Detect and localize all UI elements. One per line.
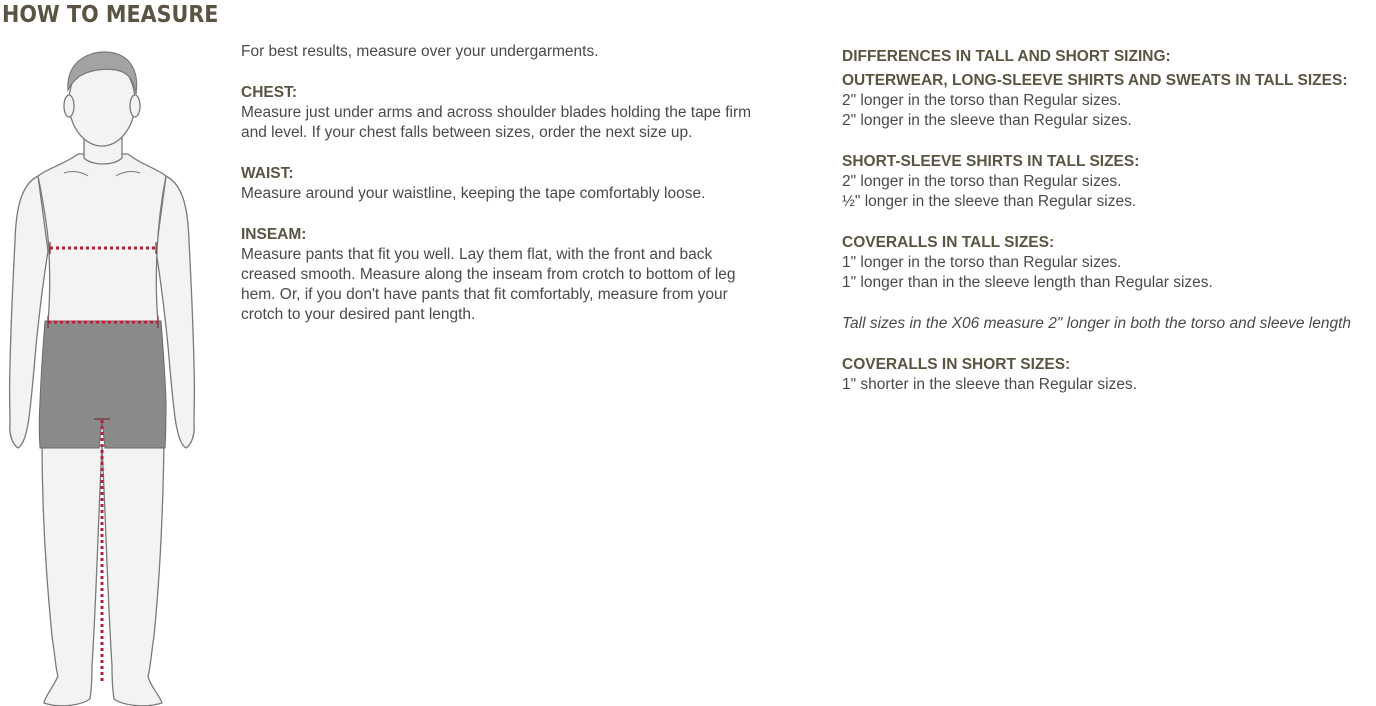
tall-coveralls-heading: COVERALLS IN TALL SIZES: bbox=[842, 234, 1055, 251]
waist-heading: WAIST: bbox=[241, 165, 294, 182]
short-coveralls-section bbox=[842, 355, 1376, 395]
chest-section bbox=[241, 83, 801, 143]
tall-x06-note: Tall sizes in the X06 measure 2" longer in both the torso and sleeve length bbox=[842, 315, 1351, 332]
page-title: HOW TO MEASURE bbox=[2, 2, 219, 28]
sizing-differences bbox=[842, 47, 1376, 416]
tall-outerwear-text: 2" longer in the sleeve than Regular sizes. bbox=[842, 112, 1132, 129]
chest-text: Measure just under arms and across shoulder blades holding the tape firm bbox=[241, 104, 752, 121]
tall-short-sleeve-heading: SHORT-SLEEVE SHIRTS IN TALL SIZES: bbox=[842, 153, 1140, 170]
tall-outerwear-text: 2" longer in the torso than Regular sizes. bbox=[842, 92, 1122, 109]
body-measurement-figure bbox=[0, 46, 210, 706]
how-to-measure-instructions bbox=[241, 42, 801, 346]
short-coveralls-text: 1" shorter in the sleeve than Regular sizes. bbox=[842, 376, 1137, 393]
tall-coveralls-text: 1" longer in the torso than Regular sizes. bbox=[842, 254, 1122, 271]
tall-coveralls-text: 1" longer than in the sleeve length than Regular sizes. bbox=[842, 274, 1213, 291]
waist-section bbox=[241, 164, 801, 204]
inseam-section bbox=[241, 225, 801, 325]
tall-outerwear-section bbox=[842, 71, 1376, 131]
tall-outerwear-heading: OUTERWEAR, LONG-SLEEVE SHIRTS AND SWEATS IN TALL SIZES: bbox=[842, 72, 1348, 89]
intro-text: For best results, measure over your undergarments. bbox=[241, 43, 599, 60]
short-coveralls-heading: COVERALLS IN SHORT SIZES: bbox=[842, 356, 1071, 373]
tall-short-sleeve-text: ½" longer in the sleeve than Regular sizes. bbox=[842, 193, 1137, 210]
inseam-heading: INSEAM: bbox=[241, 226, 307, 243]
tall-short-sleeve-section bbox=[842, 152, 1376, 212]
left-leg bbox=[42, 441, 102, 706]
inseam-text: creased smooth. Measure along the inseam from crotch to bottom of leg bbox=[241, 266, 736, 283]
tall-coveralls-section bbox=[842, 233, 1376, 293]
chest-heading: CHEST: bbox=[241, 84, 297, 101]
tall-short-sleeve-text: 2" longer in the torso than Regular sizes. bbox=[842, 173, 1122, 190]
inseam-text: Measure pants that fit you well. Lay them flat, with the front and back bbox=[241, 246, 713, 263]
differences-title: DIFFERENCES IN TALL AND SHORT SIZING: bbox=[842, 48, 1171, 65]
waist-text: Measure around your waistline, keeping the tape comfortably loose. bbox=[241, 185, 706, 202]
chest-text: and level. If your chest falls between sizes, order the next size up. bbox=[241, 124, 693, 141]
inseam-text: crotch to your desired pant length. bbox=[241, 306, 476, 323]
inseam-text: hem. Or, if you don't have pants that fit comfortably, measure from your bbox=[241, 286, 728, 303]
right-leg bbox=[102, 441, 164, 706]
